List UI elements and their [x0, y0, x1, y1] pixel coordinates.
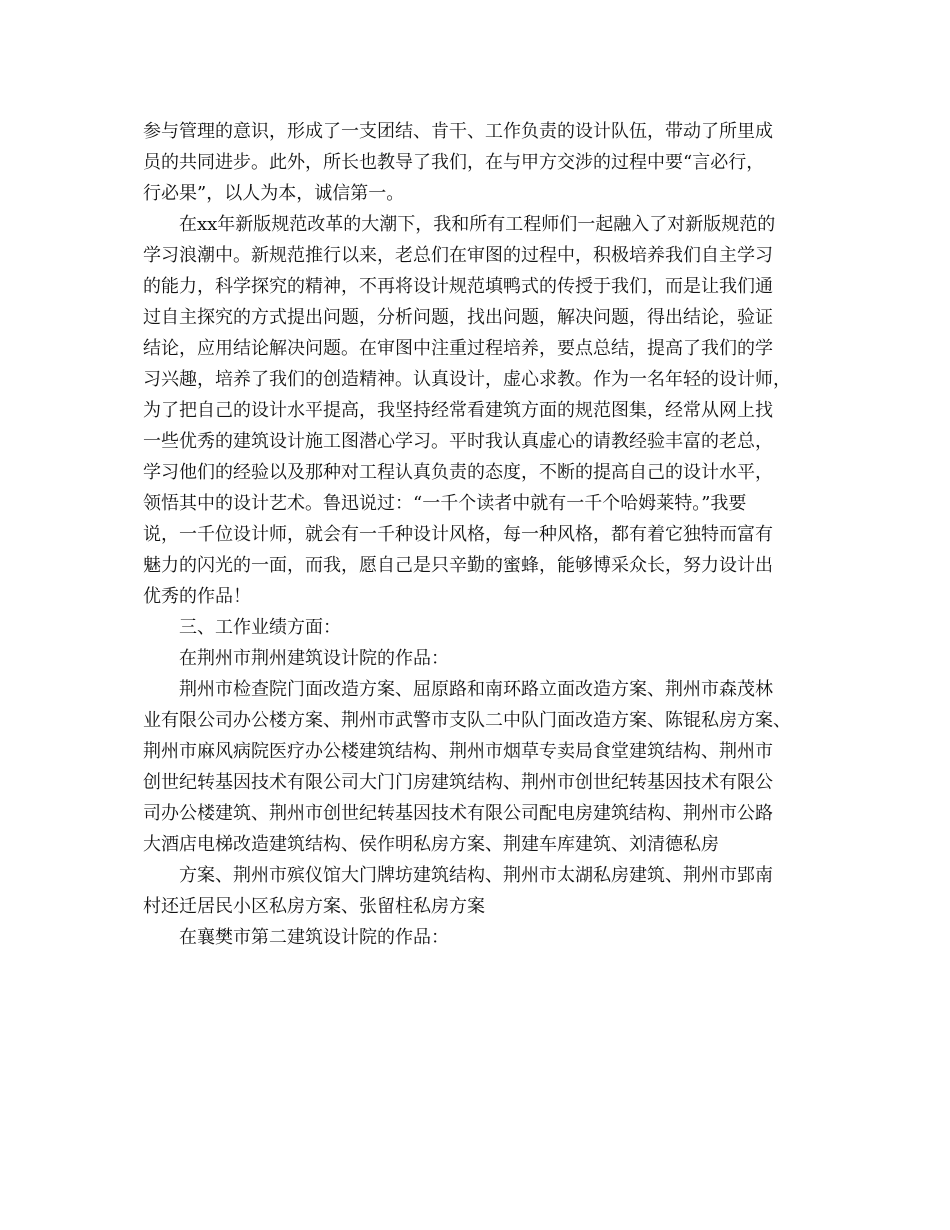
subsection-jingzhou: 在荆州市荆州建筑设计院的作品： — [179, 648, 449, 669]
text-line-11: 一些优秀的建筑设计施工图潜心学习。平时我认真虚心的请教经验丰富的老总， — [143, 431, 773, 452]
text-line-15: 魅力的闪光的一面，而我，愿自己是只辛勤的蜜蜂，能够博采众长，努力设计出 — [143, 555, 773, 576]
document-page — [143, 116, 810, 953]
text-line-24: 大酒店电梯改造建筑结构、侯作明私房方案、荆建车库建筑、刘清德私房 — [143, 834, 719, 855]
text-line-8: 结论，应用结论解决问题。在审图中注重过程培养，要点总结，提高了我们的学 — [143, 338, 773, 359]
text-line-2: 员的共同进步。此外，所长也教导了我们，在与甲方交涉的过程中要“言必行， — [143, 152, 765, 173]
text-line-21: 荆州市麻风病院医疗办公楼建筑结构、荆州市烟草专卖局食堂建筑结构、荆州市 — [143, 741, 773, 762]
text-line-9: 习兴趣，培养了我们的创造精神。认真设计，虚心求教。作为一名年轻的设计师， — [143, 369, 791, 390]
text-line-25: 方案、荆州市殡仪馆大门牌坊建筑结构、荆州市太湖私房建筑、荆州市郢南 — [179, 865, 773, 886]
text-line-20: 业有限公司办公楼方案、荆州市武警市支队二中队门面改造方案、陈锟私房方案、 — [143, 710, 791, 731]
text-line-12: 学习他们的经验以及那种对工程认真负责的态度，不断的提高自己的设计水平， — [143, 462, 773, 483]
text-line-19: 荆州市检查院门面改造方案、屈原路和南环路立面改造方案、荆州市森茂林 — [179, 679, 773, 700]
text-line-6: 的能力，科学探究的精神，不再将设计规范填鸭式的传授于我们，而是让我们通 — [143, 276, 773, 297]
text-line-1: 参与管理的意识，形成了一支团结、肯干、工作负责的设计队伍，带动了所里成 — [143, 121, 773, 142]
text-line-23: 司办公楼建筑、荆州市创世纪转基因技术有限公司配电房建筑结构、荆州市公路 — [143, 803, 773, 824]
text-line-26: 村还迁居民小区私房方案、张留柱私房方案 — [143, 896, 485, 917]
text-line-14: 说，一千位设计师，就会有一千种设计风格，每一种风格，都有着它独特而富有 — [143, 524, 773, 545]
text-line-10: 为了把自己的设计水平提高，我坚持经常看建筑方面的规范图集，经常从网上找 — [143, 400, 773, 421]
text-line-5: 学习浪潮中。新规范推行以来，老总们在审图的过程中，积极培养我们自主学习 — [143, 245, 773, 266]
section-heading: 三、工作业绩方面： — [179, 617, 341, 638]
text-line-3: 行必果”，以人为本，诚信第一。 — [143, 183, 405, 204]
text-line-7: 过自主探究的方式提出问题，分析问题，找出问题，解决问题，得出结论，验证 — [143, 307, 773, 328]
text-line-16: 优秀的作品！ — [143, 586, 251, 607]
text-line-4: 在xx年新版规范改革的大潮下，我和所有工程师们一起融入了对新版规范的 — [179, 214, 776, 235]
text-line-13: 领悟其中的设计艺术。鲁迅说过：“一千个读者中就有一千个哈姆莱特。”我要 — [143, 493, 747, 514]
subsection-xiangfan: 在襄樊市第二建筑设计院的作品： — [179, 927, 449, 948]
text-line-22: 创世纪转基因技术有限公司大门门房建筑结构、荆州市创世纪转基因技术有限公 — [143, 772, 773, 793]
